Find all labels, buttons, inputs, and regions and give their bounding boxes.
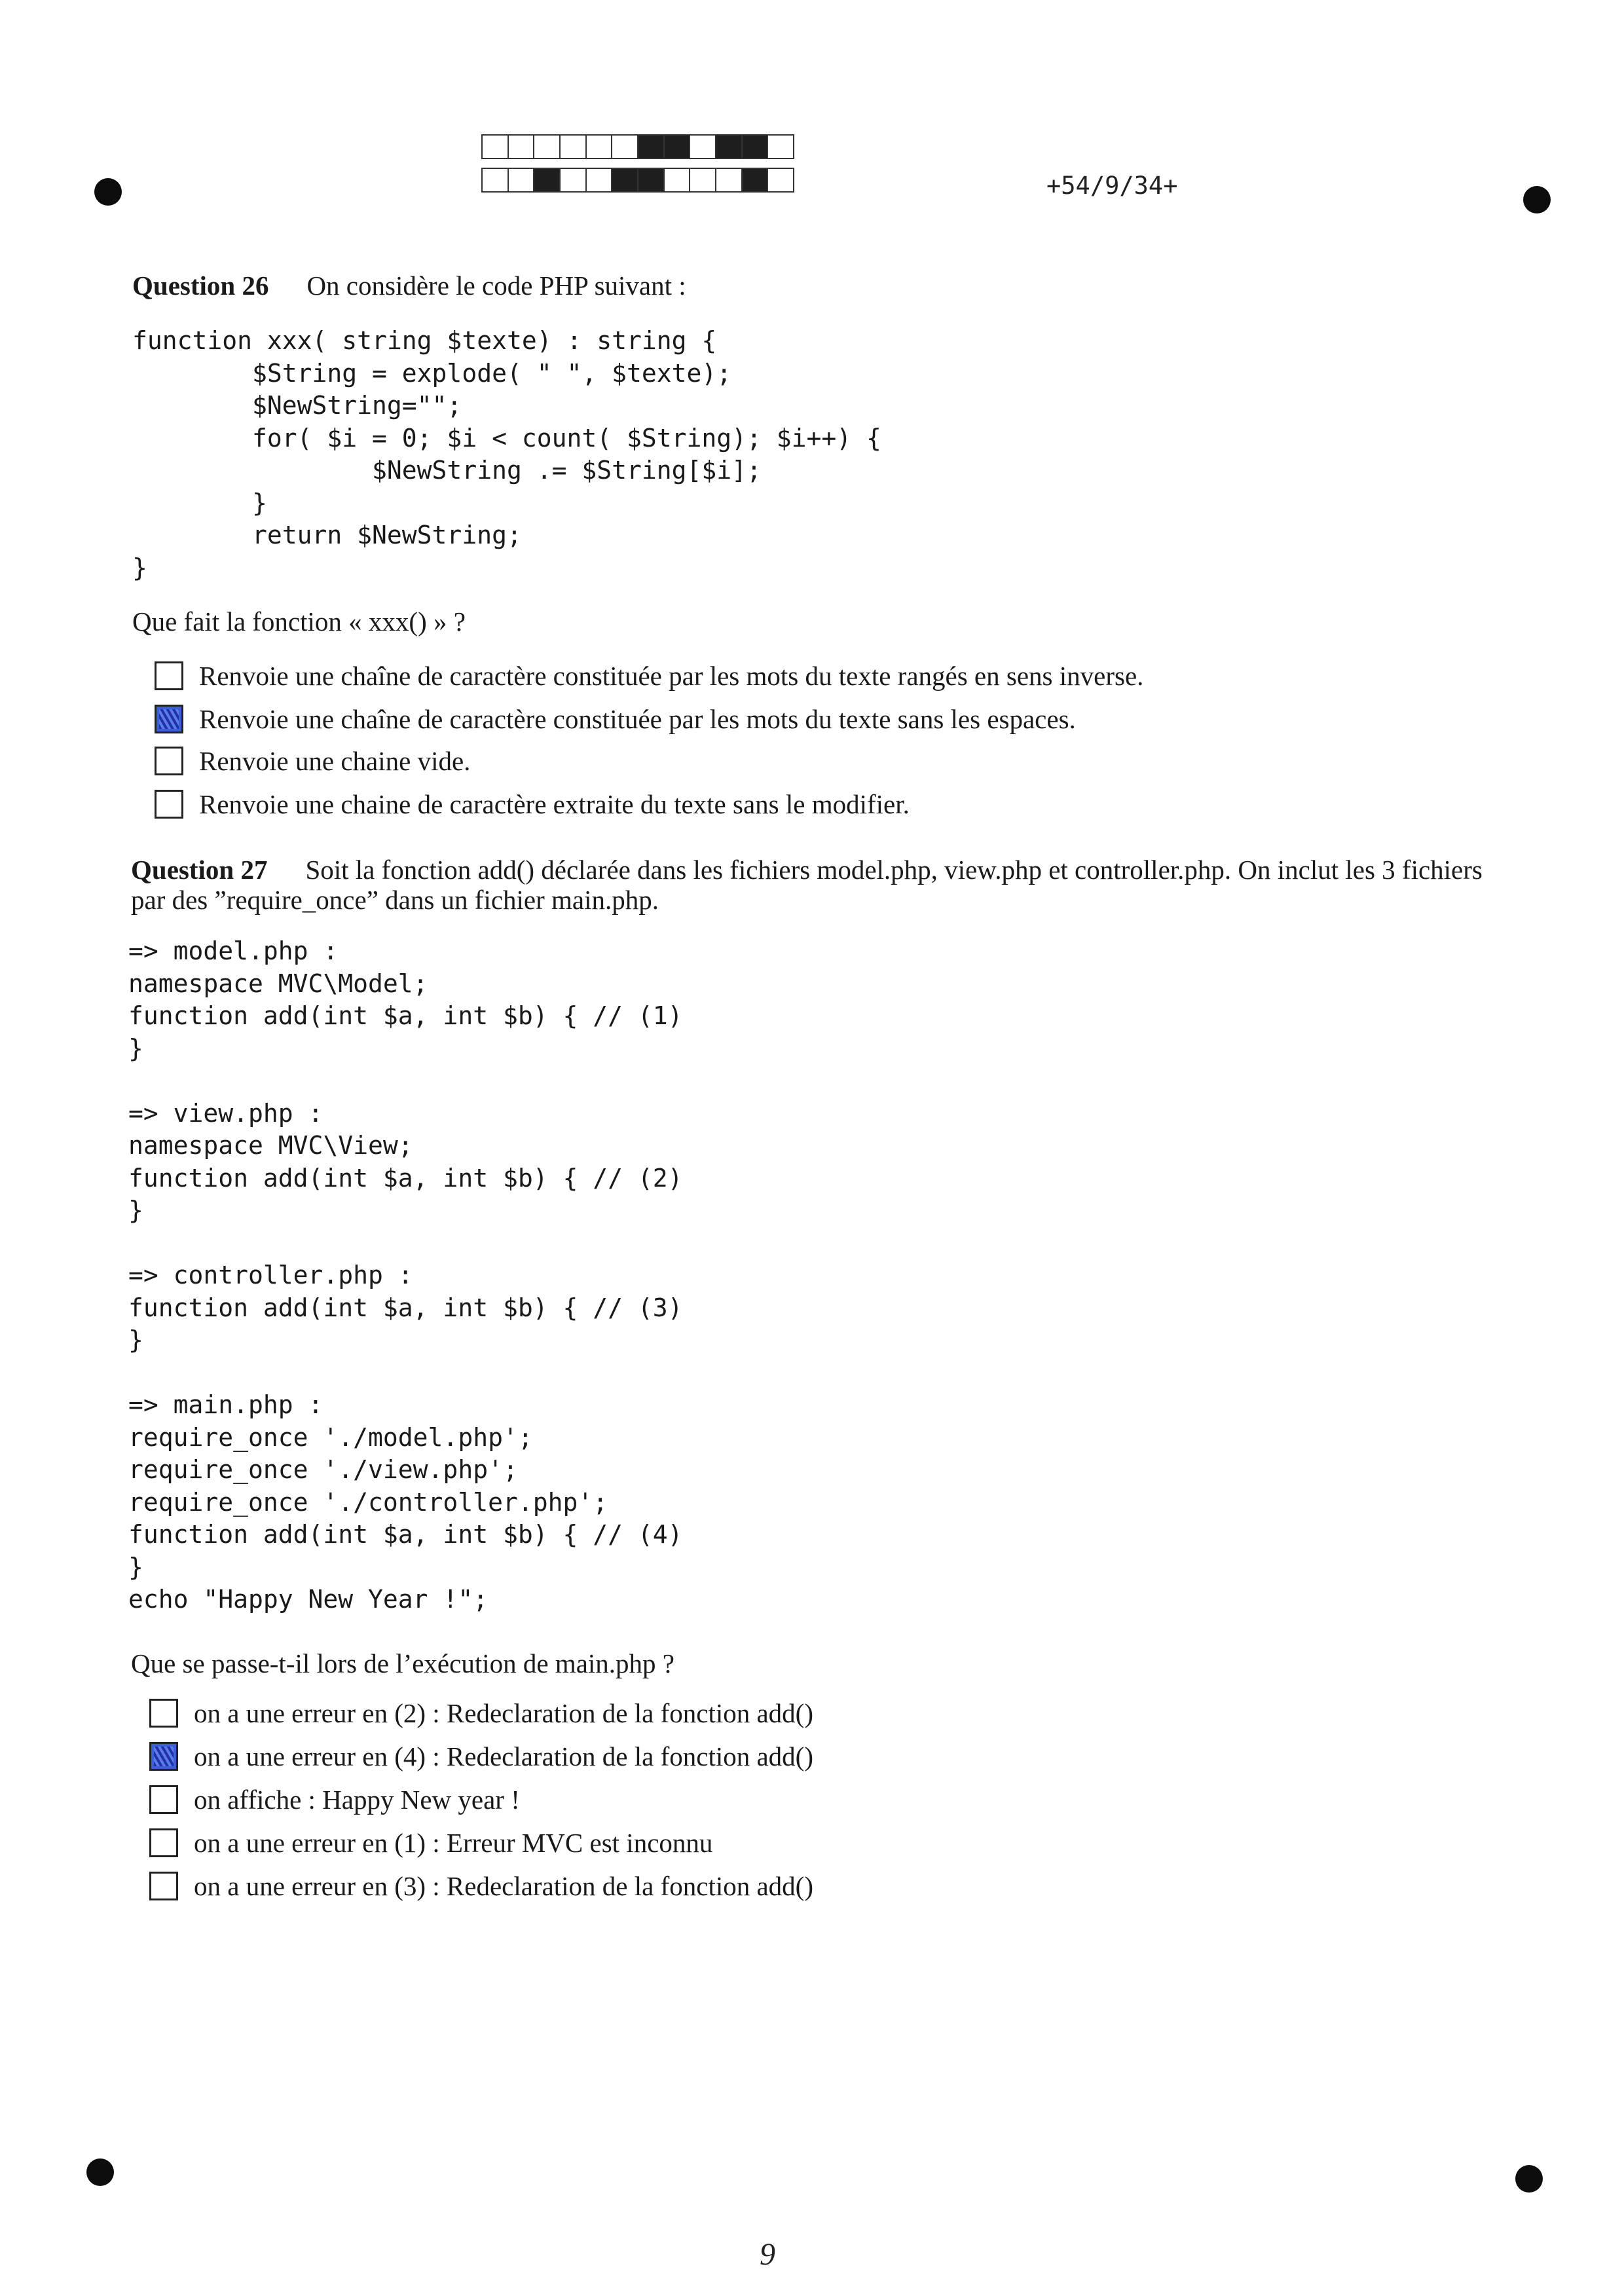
answer-label: on a une erreur en (2) : Redeclaration de la fonction add() xyxy=(194,1698,813,1728)
checkbox[interactable] xyxy=(149,1699,178,1728)
answer-label: Renvoie une chaîne de caractère constituée par les mots du texte sans les espaces. xyxy=(199,704,1076,734)
q27-answer-1[interactable] xyxy=(149,1697,813,1729)
answer-label: on a une erreur en (1) : Erreur MVC est inconnu xyxy=(194,1828,713,1858)
question-26-intro: On considère le code PHP suivant : xyxy=(306,270,686,301)
checkbox[interactable] xyxy=(155,661,183,690)
registration-mark-top-right xyxy=(1523,186,1551,213)
q26-answer-3[interactable] xyxy=(155,745,470,777)
q27-answer-4[interactable] xyxy=(149,1827,712,1859)
page-id: +54/9/34+ xyxy=(1046,172,1178,200)
checkbox-checked[interactable] xyxy=(149,1742,178,1771)
question-27-header xyxy=(131,855,1539,915)
checkbox[interactable] xyxy=(149,1828,178,1857)
question-27-prompt: Que se passe-t-il lors de l’exécution de main.php ? xyxy=(131,1648,674,1678)
checkbox[interactable] xyxy=(149,1872,178,1900)
answer-label: Renvoie une chaine vide. xyxy=(199,746,471,776)
answer-label: on a une erreur en (4) : Redeclaration de la fonction add() xyxy=(194,1741,813,1771)
question-26-code: function xxx( string $texte) : string { $String = explode( " ", $texte); $NewString=""; for( $i = 0; $i < count( $String); $i++) { $NewString .= $String[$i]; } return $NewString; } xyxy=(132,326,881,582)
registration-mark-bottom-left xyxy=(86,2158,114,2186)
q26-answer-1[interactable] xyxy=(155,660,1143,692)
answer-label: on affiche : Happy New year ! xyxy=(194,1785,520,1815)
question-26-label: Question 26 xyxy=(132,270,269,301)
q27-answer-3[interactable] xyxy=(149,1784,520,1815)
checkbox[interactable] xyxy=(155,747,183,775)
q26-answer-4[interactable] xyxy=(155,788,910,820)
checkbox[interactable] xyxy=(149,1785,178,1814)
question-27-label: Question 27 xyxy=(131,855,268,885)
q27-answer-2[interactable] xyxy=(149,1741,813,1772)
question-27-intro-line2: par des ”require_once” dans un fichier main.php. xyxy=(131,885,659,915)
answer-label: Renvoie une chaine de caractère extraite du texte sans le modifier. xyxy=(199,789,910,819)
checkbox[interactable] xyxy=(155,790,183,819)
question-27-code: => model.php : namespace MVC\Model; function add(int $a, int $b) { // (1) } => view.php : namespace MVC\View; function add(int $a, int $b) { // (2) } => controller.php : function add(int $a, int $b) { // (3) } => main.php : require_once './model.php'; require_once './view.php'; require_once './controller.php'; function add(int $a, int $b) { // (4) } echo "Happy New Year !"; xyxy=(128,936,683,1614)
registration-mark-top-left xyxy=(94,178,122,206)
question-26-prompt: Que fait la fonction « xxx() » ? xyxy=(132,606,466,637)
id-code-row-2 xyxy=(481,168,794,193)
registration-mark-bottom-right xyxy=(1515,2165,1543,2193)
answer-label: on a une erreur en (3) : Redeclaration de la fonction add() xyxy=(194,1871,813,1901)
checkbox-checked[interactable] xyxy=(155,705,183,733)
q27-answer-5[interactable] xyxy=(149,1870,813,1902)
question-26-header xyxy=(132,270,686,301)
question-27-intro-line1: Soit la fonction add() déclarée dans les fichiers model.php, view.php et controller.php. On inclut les 3 fichiers xyxy=(305,855,1483,885)
page-number: 9 xyxy=(760,2237,775,2272)
id-code-row-1 xyxy=(481,134,794,159)
answer-label: Renvoie une chaîne de caractère constituée par les mots du texte rangés en sens inverse. xyxy=(199,661,1144,691)
q26-answer-2[interactable] xyxy=(155,703,1076,735)
